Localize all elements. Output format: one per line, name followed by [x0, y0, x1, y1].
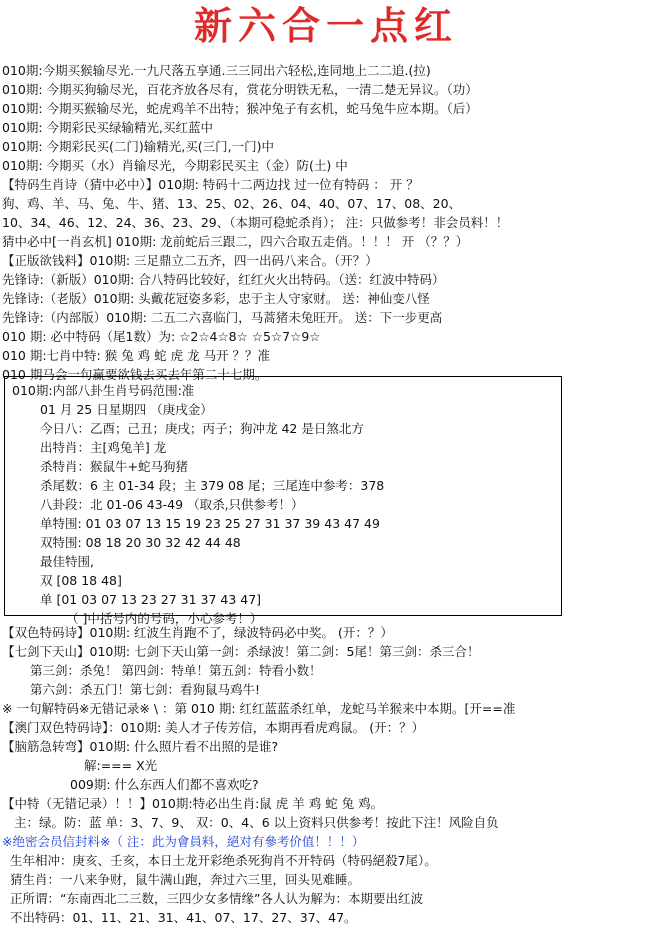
text-line: 主：绿。防：蓝 单：3、7、9、 双：0、4、6 以上资料只供参考！按此下注！风险自负	[14, 815, 499, 830]
text-line: 010期: 今期买猴输尽光，蛇虎鸡羊不出特；猴冲兔子有玄机，蛇马兔牛应本期。（后）	[2, 101, 478, 116]
text-line: 先锋诗:（内部版）010期: 二五二六喜临门，马蒿猪未兔旺开。 送：下一步更高	[2, 310, 443, 325]
text-line: 010期:今期买猴输尽光.一九尺落五享通.三三同出六轻松,连同地上二二追.(拉)	[2, 63, 431, 78]
text-line: 01 月 25 日星期四 （庚戌金）	[40, 402, 213, 417]
text-line: ※ 一句解特码※无错记录※ \ ：第 010 期: 红红蓝蓝杀红单，龙蛇马羊猴来中本期。[开==准	[2, 701, 516, 716]
text-line: 杀尾数：6 主 01-34 段；主 379 08 尾；三尾连中参考：378	[40, 478, 385, 493]
vip-info-line: ※绝密会员信封料※（ 注：此为會員料，絕对有參考价值！！！）	[2, 834, 365, 849]
text-line: 第六剑：杀五门！第七剑：看狗鼠马鸡牛!	[30, 682, 261, 697]
text-line: 010 期:七肖中特: 猴 兔 鸡 蛇 虎 龙 马开 ？？准	[2, 348, 271, 363]
text-line: 010期: 今期彩民买(二门)输精光,买(三门,一门)中	[2, 139, 274, 154]
text-line: 双 [08 18 48]	[40, 573, 122, 588]
text-line: 先锋诗:（新版）010期: 合八特码比较好，红红火火出特码。（送：红波中特码）	[2, 272, 445, 287]
text-line: 【正版欲钱料】010期: 三足鼎立二五齐，四一出码八来合。（开？）	[2, 253, 378, 268]
text-line: 生年相冲：庚亥、壬亥，本日土龙开彩绝杀死狗肖不开特码（特码絕殺7尾）。	[10, 853, 437, 868]
text-line: 猜生肖：一八来争财，鼠牛满山跑，奔过六三里，回头见难睡。	[10, 872, 361, 887]
text-line: 010 期: 必中特码（尾1数）为: ☆2☆4☆8☆ ☆5☆7☆9☆	[2, 329, 321, 344]
text-line: 不出特码：01、11、21、31、41、07、17、27、37、47。	[10, 910, 357, 925]
text-line: 第三剑：杀兔！ 第四剑：特单！第五剑：特看小数！	[30, 663, 322, 678]
text-line: 【中特（无错记录）！！】010期:特必出生肖:鼠 虎 羊 鸡 蛇 兔 鸡。	[2, 796, 384, 811]
text-line: 【脑筋急转弯】010期: 什么照片看不出照的是谁?	[2, 739, 279, 754]
page-title: 新六合一点红	[193, 3, 458, 48]
text-line: 先锋诗:（老版）010期: 头戴花冠姿多彩，忠于主人守家财。 送：神仙变八怪	[2, 291, 430, 306]
text-line: 【双色特码诗】010期: 红波生肖跑不了，绿波特码必中奖。 (开：？）	[2, 625, 393, 640]
text-line: 010期: 今期买（水）肖输尽光，今期彩民买主（金）防(土) 中	[2, 158, 348, 173]
text-line: 【澳门双色特码诗】：010期: 美人才子传芳信，本期再看虎鸡鼠。 (开：？）	[2, 720, 425, 735]
text-line: 【特码生肖诗（猜中必中）】010期: 特码十二两边找 过一位有特码 ： 开 ？	[2, 177, 419, 192]
text-line: 010期: 今期彩民买绿输精光,买红蓝中	[2, 120, 214, 135]
text-line: 010 期马会一句赢要欲钱去买去年第二十七期。	[2, 367, 268, 382]
text-line: 八卦段：北 01-06 43-49 （取杀,只供参考！）	[40, 497, 304, 512]
text-line: 杀特肖：猴鼠牛+蛇马狗猪	[40, 459, 188, 474]
text-line: 出特肖：主[鸡兔羊] 龙	[40, 440, 167, 455]
text-line: 单 [01 03 07 13 23 27 31 37 43 47]	[40, 592, 262, 607]
text-line: 单特围: 01 03 07 13 15 19 23 25 27 31 37 39 43 47 49	[40, 516, 380, 531]
text-line: 双特围: 08 18 20 30 32 42 44 48	[40, 535, 241, 550]
text-line: 狗、鸡、羊、马、兔、牛、猪、13、25、02、26、04、40、07、17、08、20、	[2, 196, 462, 211]
text-line: 正所谓：“东南西北二三数，三四少女多情缘”各人认为解为：本期要出红波	[10, 891, 423, 906]
text-line: 010期:内部八卦生肖号码范围:准	[12, 383, 195, 398]
text-line: 【七剑下天山】010期: 七剑下天山第一剑：杀绿波！第二剑：5尾！第三剑：杀三合！	[2, 644, 480, 659]
text-line: （ ]中括号内的号码，小心参考！）	[66, 611, 263, 626]
text-line: 10、34、46、12、24、36、23、29、（本期可稳蛇杀肖）； 注：只做参考！非会员料！！	[2, 215, 509, 230]
text-line: 009期: 什么东西人们都不喜欢吃?	[70, 777, 259, 792]
text-line: 010期: 今期买狗输尽光，百花齐放各尽有，赏花分明铁无私，一清二楚无异议。（功）	[2, 82, 478, 97]
text-line: 今日八：乙酉；己丑；庚戌；丙子；狗冲龙 42 是日煞北方	[40, 421, 364, 436]
text-line: 猜中必中[一肖玄机] 010期: 龙前蛇后三跟二，四六合取五走俏。！！！ 开 （？？）	[2, 234, 469, 249]
text-line: 最佳特围,	[40, 554, 94, 569]
text-line: 解:=== X光	[84, 758, 158, 773]
